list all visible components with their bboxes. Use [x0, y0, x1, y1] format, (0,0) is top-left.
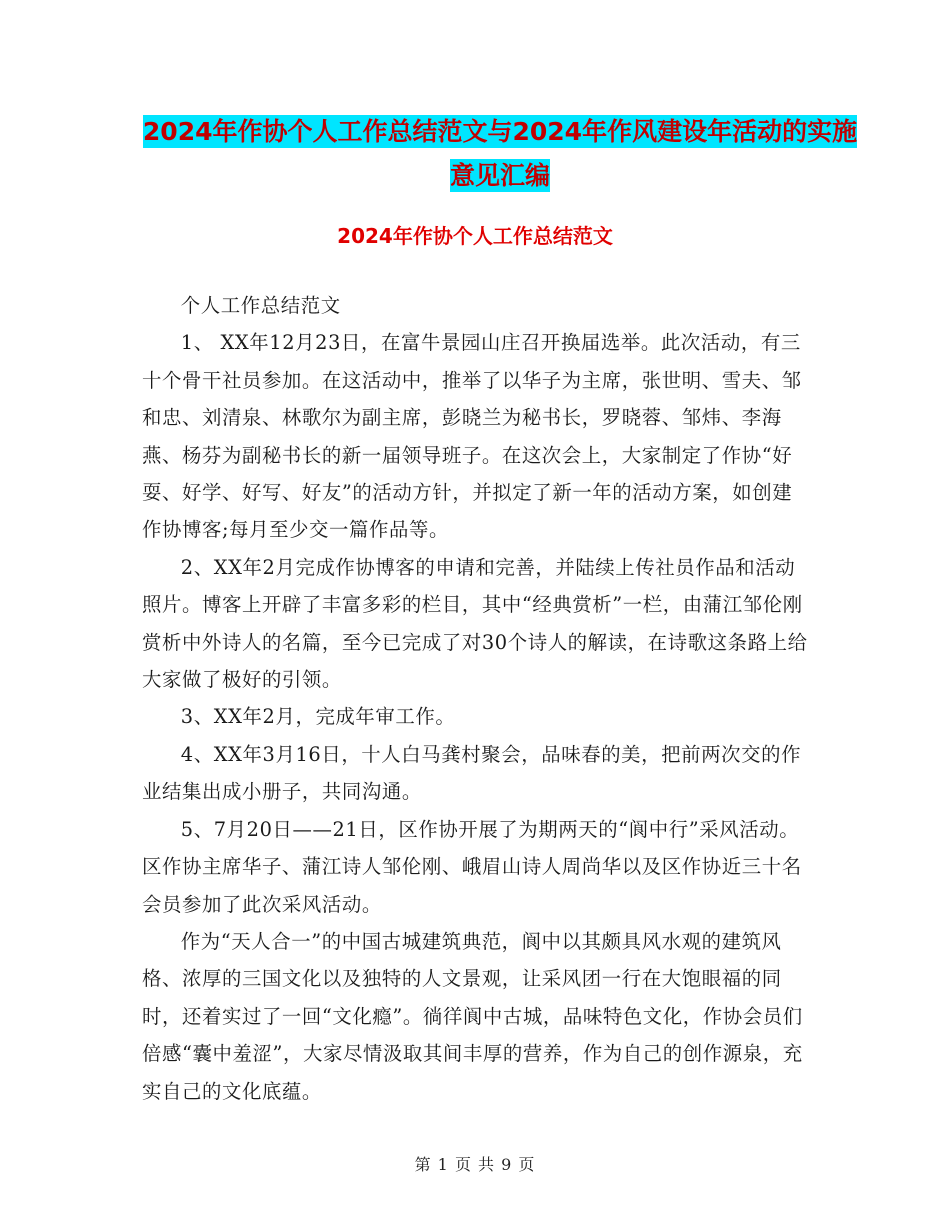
page-number-footer: 第 1 页 共 9 页 — [414, 1155, 536, 1174]
paragraph: 4、XX年3月16日，十人白马龚村聚会，品味春的美，把前两次交的作业结集出成小册子，共同沟通。 — [142, 742, 802, 804]
paragraph: 作为“天人合一”的中国古城建筑典范，阆中以其颇具风水观的建筑风格、浓厚的三国文化以及独特的人文景观，让采风团一行在大饱眼福的同时，还着实过了一回“文化瘾”。徜徉阆中古城，品味特色文化，作协会员们倍感“囊中羞涩”，大家尽情汲取其间丰厚的营养，作为自己的创作源泉，充实自己的文化底蕴。 — [142, 929, 803, 1103]
document-body — [142, 287, 810, 1110]
paragraph: 1、 XX年12月23日，在富牛景园山庄召开换届选举。此次活动，有三十个骨干社员参加。在这活动中，推举了以华子为主席，张世明、雪夫、邹和忠、刘清泉、林歌尔为副主席，彭晓兰为秘书长，罗晓蓉、邹炜、李海燕、杨芬为副秘书长的新一届领导班子。在这次会上，大家制定了作协“好耍、好学、好写、好友”的活动方针，并拟定了新一年的活动方案，如创建作协博客;每月至少交一篇作品等。 — [142, 331, 802, 542]
paragraph-heading: 个人工作总结范文 — [180, 294, 341, 317]
document-title-text: 2024年作协个人工作总结范文与2024年作风建设年活动的实施意见汇编 — [142, 117, 858, 190]
document-title — [140, 110, 860, 198]
paragraph: 3、XX年2月，完成年审工作。 — [180, 705, 456, 729]
section-title: 2024年作协个人工作总结范文 — [337, 224, 613, 248]
paragraph: 5、7月20日——21日，区作协开展了为期两天的“阆中行”采风活动。区作协主席华子、蒲江诗人邹伦刚、峨眉山诗人周尚华以及区作协近三十名会员参加了此次采风活动。 — [142, 817, 802, 916]
paragraph: 2、XX年2月完成作协博客的申请和完善，并陆续上传社员作品和活动照片。博客上开辟了丰富多彩的栏目，其中“经典赏析”一栏，由蒲江邹伦刚赏析中外诗人的名篇，至今已完成了对30个诗人的解读，在诗歌这条路上给大家做了极好的引领。 — [142, 555, 808, 692]
